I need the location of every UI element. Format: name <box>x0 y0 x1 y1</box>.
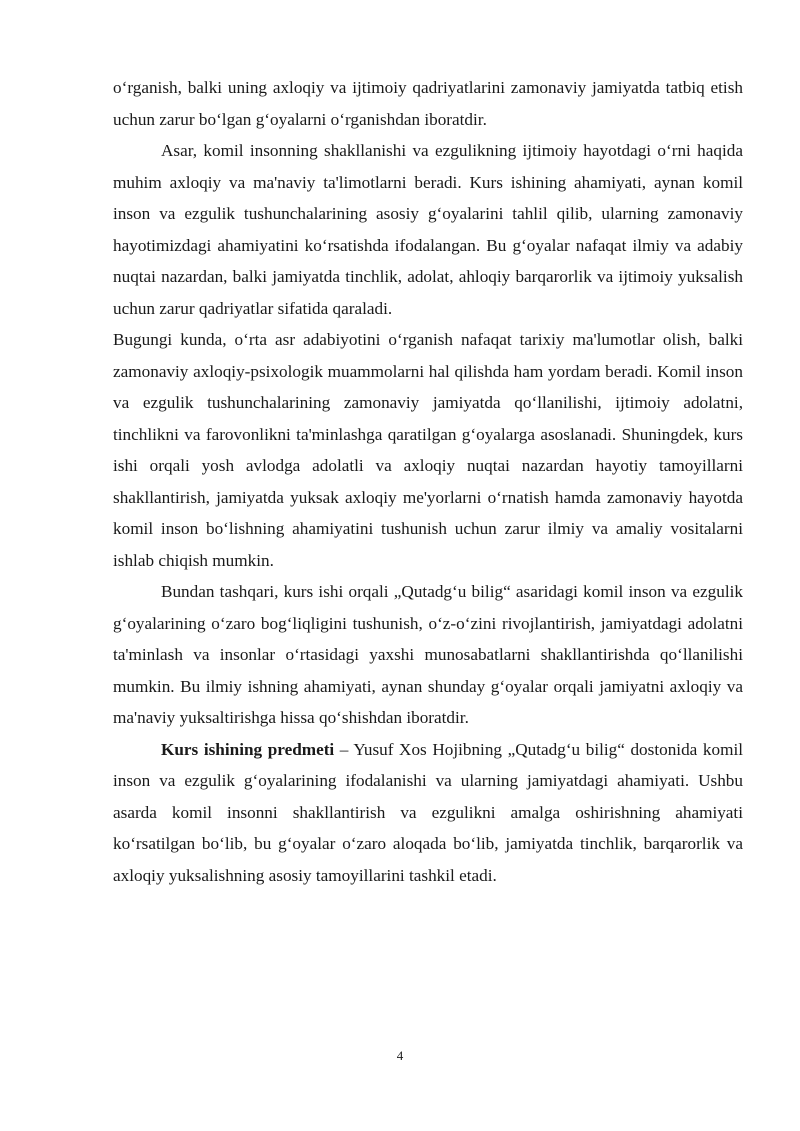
paragraph-heading-bold: Kurs ishining predmeti <box>161 739 335 759</box>
paragraph-bugungi-kunda: Bugungi kunda, o‘rta asr adabiyotini o‘rganish nafaqat tarixiy ma'lumotlar olish, balki zamonaviy axloqiy-psixologik muammolarni hal qilishda ham yordam beradi. Komil inson va ezgulik tushunchalarining zamonaviy jamiyatda qo‘llanilishi, ijtimoiy adolatni, tinchlikni va farovonlikni ta'minlashga qaratilgan g‘oyalarga asoslanadi. Shuningdek, kurs ishi orqali yosh avlodga adolatli va axloqiy nuqtai nazardan hayotiy tamoyillarni shakllantirish, jamiyatda yuksak axloqiy me'yorlarni o‘rnatish hamda zamonaviy hayotda komil inson bo‘lishning ahamiyatini tushunish uchun zarur ilmiy va amaliy vositalarni ishlab chiqish mumkin. <box>113 330 743 570</box>
paragraph-kurs-predmeti <box>113 734 743 892</box>
paragraph-kurs-predmeti-text: – Yusuf Xos Hojibning „Qutadg‘u bilig“ dostonida komil inson va ezgulik g‘oyalarining ifodalanishi va ularning jamiyatdagi ahamiyati. Ushbu asarda komil insonni shakllantirish va ezgulikni amalga oshirishning ahamiyati ko‘rsatilgan bo‘lib, bu g‘oyalar o‘zaro aloqada bo‘lib, jamiyatda tinchlik, barqarorlik va axloqiy yuksalishning asosiy tamoyillarini tashkil etadi. <box>113 739 743 885</box>
page-number: 4 <box>396 1048 404 1063</box>
paragraph-bundan-tashqari: Bundan tashqari, kurs ishi orqali „Qutadg‘u bilig“ asaridagi komil inson va ezgulik g‘oyalarining o‘zaro bog‘liqligini tushunish, o‘z-o‘zini rivojlantirish, jamiyatdagi adolatni ta'minlash va insonlar o‘rtasidagi yaxshi munosabatlarni shakllantirishda qo‘llanilishi mumkin. Bu ilmiy ishning ahamiyati, aynan shunday g‘oyalar orqali jamiyatni axloqiy va ma'naviy yuksaltirishga hissa qo‘shishdan iboratdir. <box>113 582 743 727</box>
document-body <box>113 72 743 891</box>
paragraph-asar: Asar, komil insonning shakllanishi va ezgulikning ijtimoiy hayotdagi o‘rni haqida muhim axloqiy va ma'naviy ta'limotlarni beradi. Kurs ishining ahamiyati, aynan komil inson va ezgulik tushunchalarining asosiy g‘oyalarini tahlil qilib, ularning zamonaviy hayotimizdagi ahamiyatini ko‘rsatishda ifodalangan. Bu g‘oyalar nafaqat ilmiy va adabiy nuqtai nazardan, balki jamiyatda tinchlik, adolat, ahloqiy barqarorlik va ijtimoiy yuksalish uchun zarur qadriyatlar sifatida qaraladi. <box>113 141 743 318</box>
paragraph-continuation: o‘rganish, balki uning axloqiy va ijtimoiy qadriyatlarini zamonaviy jamiyatda tatbiq etish uchun zarur bo‘lgan g‘oyalarni o‘rganishdan iboratdir. <box>113 78 743 129</box>
